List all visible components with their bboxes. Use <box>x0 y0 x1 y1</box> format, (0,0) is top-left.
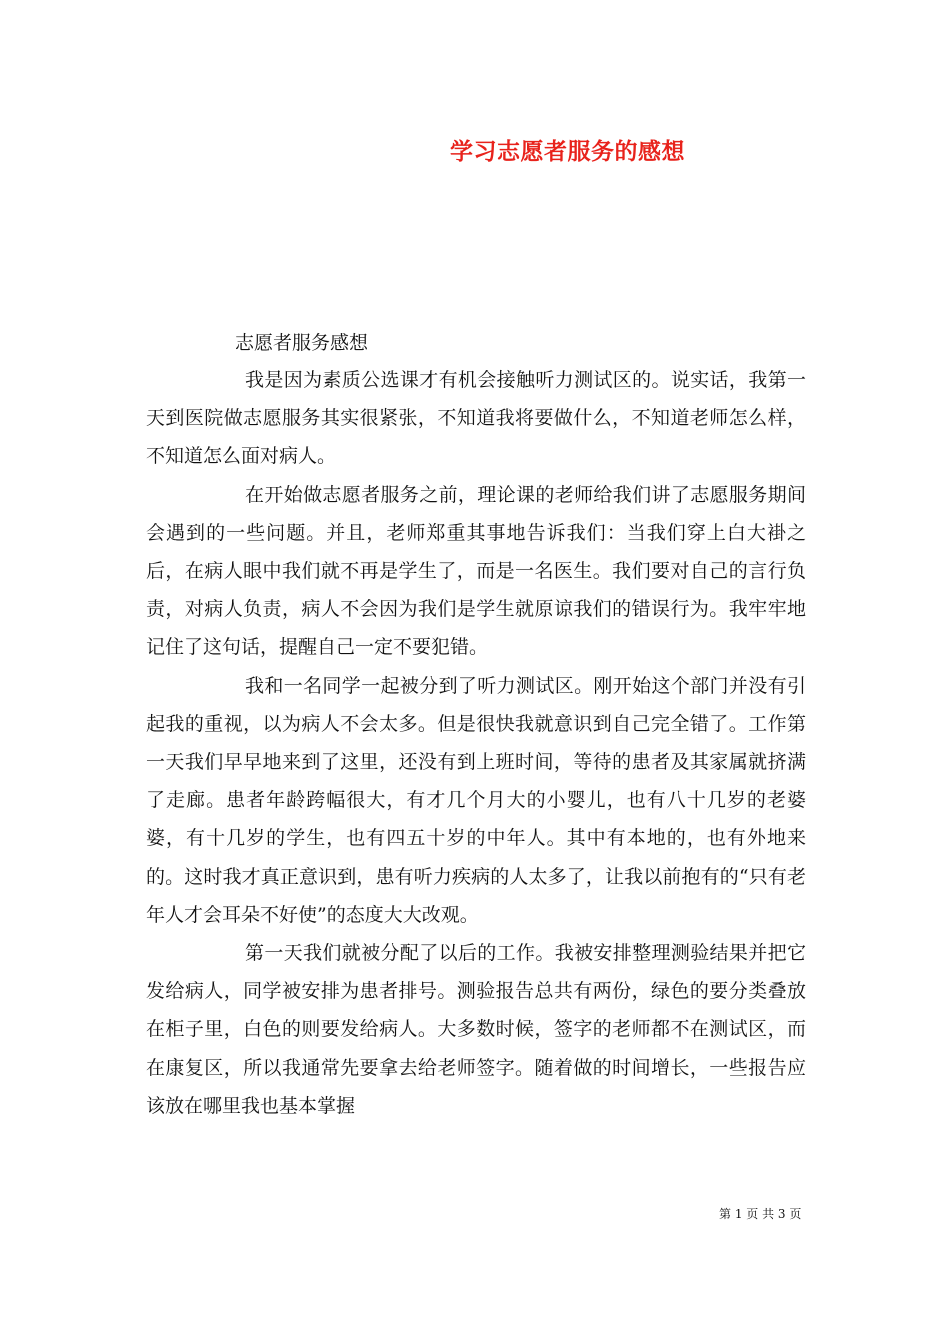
paragraph: 我是因为素质公选课才有机会接触听力测试区的。说实话，我第一天到医院做志愿服务其实很紧张，不知道我将要做什么，不知道老师怎么样，不知道怎么面对病人。 <box>146 369 806 468</box>
page-number-footer: 第 1 页 共 3 页 <box>719 1207 802 1221</box>
paragraph: 第一天我们就被分配了以后的工作。我被安排整理测验结果并把它发给病人，同学被安排为患者排号。测验报告总共有两份，绿色的要分类叠放在柜子里，白色的则要发给病人。大多数时候，签字的老师都不在测试区，而在康复区，所以我通常先要拿去给老师签字。随着做的时间增长，一些报告应该放在哪里我也基本掌握 <box>146 942 806 1117</box>
document-subtitle: 志愿者服务感想 <box>235 332 369 354</box>
document-title: 学习志愿者服务的感想 <box>450 138 685 165</box>
paragraph: 在开始做志愿者服务之前，理论课的老师给我们讲了志愿服务期间会遇到的一些问题。并且，老师郑重其事地告诉我们：当我们穿上白大褂之后，在病人眼中我们就不再是学生了，而是一名医生。我们要对自己的言行负责，对病人负责，病人不会因为我们是学生就原谅我们的错误行为。我牢牢地记住了这句话，提醒自己一定不要犯错。 <box>146 483 806 659</box>
paragraph: 我和一名同学一起被分到了听力测试区。刚开始这个部门并没有引起我的重视，以为病人不会太多。但是很快我就意识到自己完全错了。工作第一天我们早早地来到了这里，还没有到上班时间，等待的患者及其家属就挤满了走廊。患者年龄跨幅很大，有才几个月大的小婴儿，也有八十几岁的老婆婆，有十几岁的学生，也有四五十岁的中年人。其中有本地的，也有外地来的。这时我才真正意识到，患有听力疾病的人太多了，让我以前抱有的“只有老年人才会耳朵不好使”的态度大大改观。 <box>146 674 806 926</box>
document-body <box>146 361 806 1125</box>
